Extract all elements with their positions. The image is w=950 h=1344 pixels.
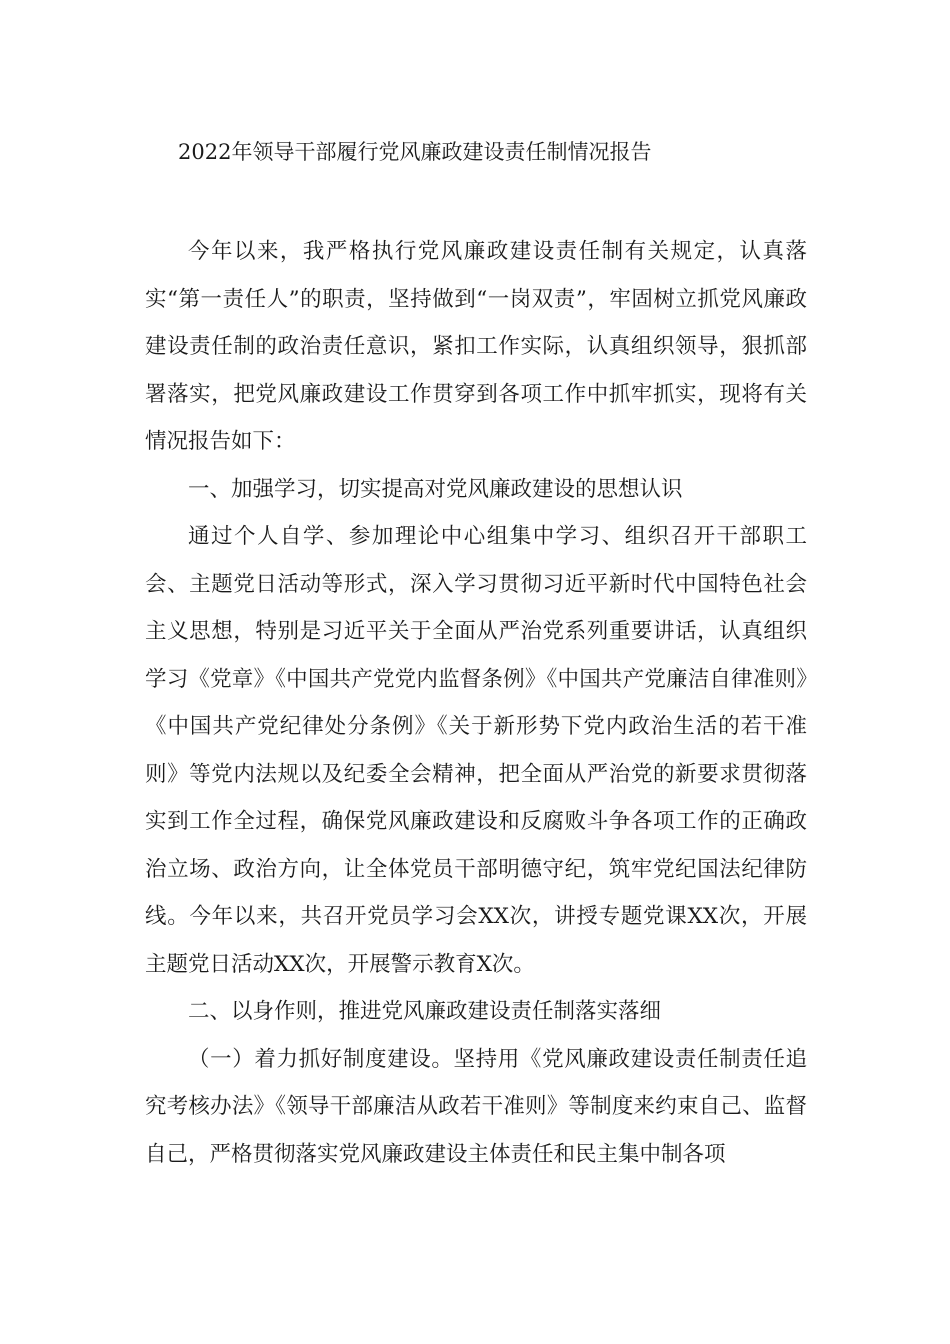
paragraph-study: 通过个人自学、参加理论中心组集中学习、组织召开干部职工会、主题党日活动等形式，深入学习贯彻习近平新时代中国特色社会主义思想，特别是习近平关于全面从严治党系列重要讲话，认真组织学习《党章》《中国共产党党内监督条例》《中国共产党廉洁自律准则》《中国共产党纪律处分条例》《关于新形势下党内政治生活的若干准则》等党内法规以及纪委全会精神，把全面从严治党的新要求贯彻落实到工作全过程，确保党风廉政建设和反腐败斗争各项工作的正确政治立场、政治方向，让全体党员干部明德守纪，筑牢党纪国法纪律防线。今年以来，共召开党员学习会XX次，讲授专题党课XX次，开展主题党日活动XX次，开展警示教育X次。	[145, 524, 807, 977]
section-heading-2: 二、以身作则，推进党风廉政建设责任制落实落细	[188, 999, 662, 1024]
paragraph-intro: 今年以来，我严格执行党风廉政建设责任制有关规定，认真落实“第一责任人”的职责，坚持做到“一岗双责”，牢固树立抓党风廉政建设责任制的政治责任意识，紧扣工作实际，认真组织领导，狠抓部署落实，把党风廉政建设工作贯穿到各项工作中抓牢抓实，现将有关情况报告如下：	[145, 239, 807, 454]
paragraph-system-building: （一）着力抓好制度建设。坚持用《党风廉政建设责任制责任追究考核办法》《领导干部廉洁从政若干准则》等制度来约束自己、监督自己，严格贯彻落实党风廉政建设主体责任和民主集中制各项	[145, 1046, 807, 1167]
section-heading-1: 一、加强学习，切实提高对党风廉政建设的思想认识	[188, 476, 683, 502]
document-body	[145, 228, 807, 1178]
document-title: 2022年领导干部履行党风廉政建设责任制情况报告	[178, 140, 652, 164]
